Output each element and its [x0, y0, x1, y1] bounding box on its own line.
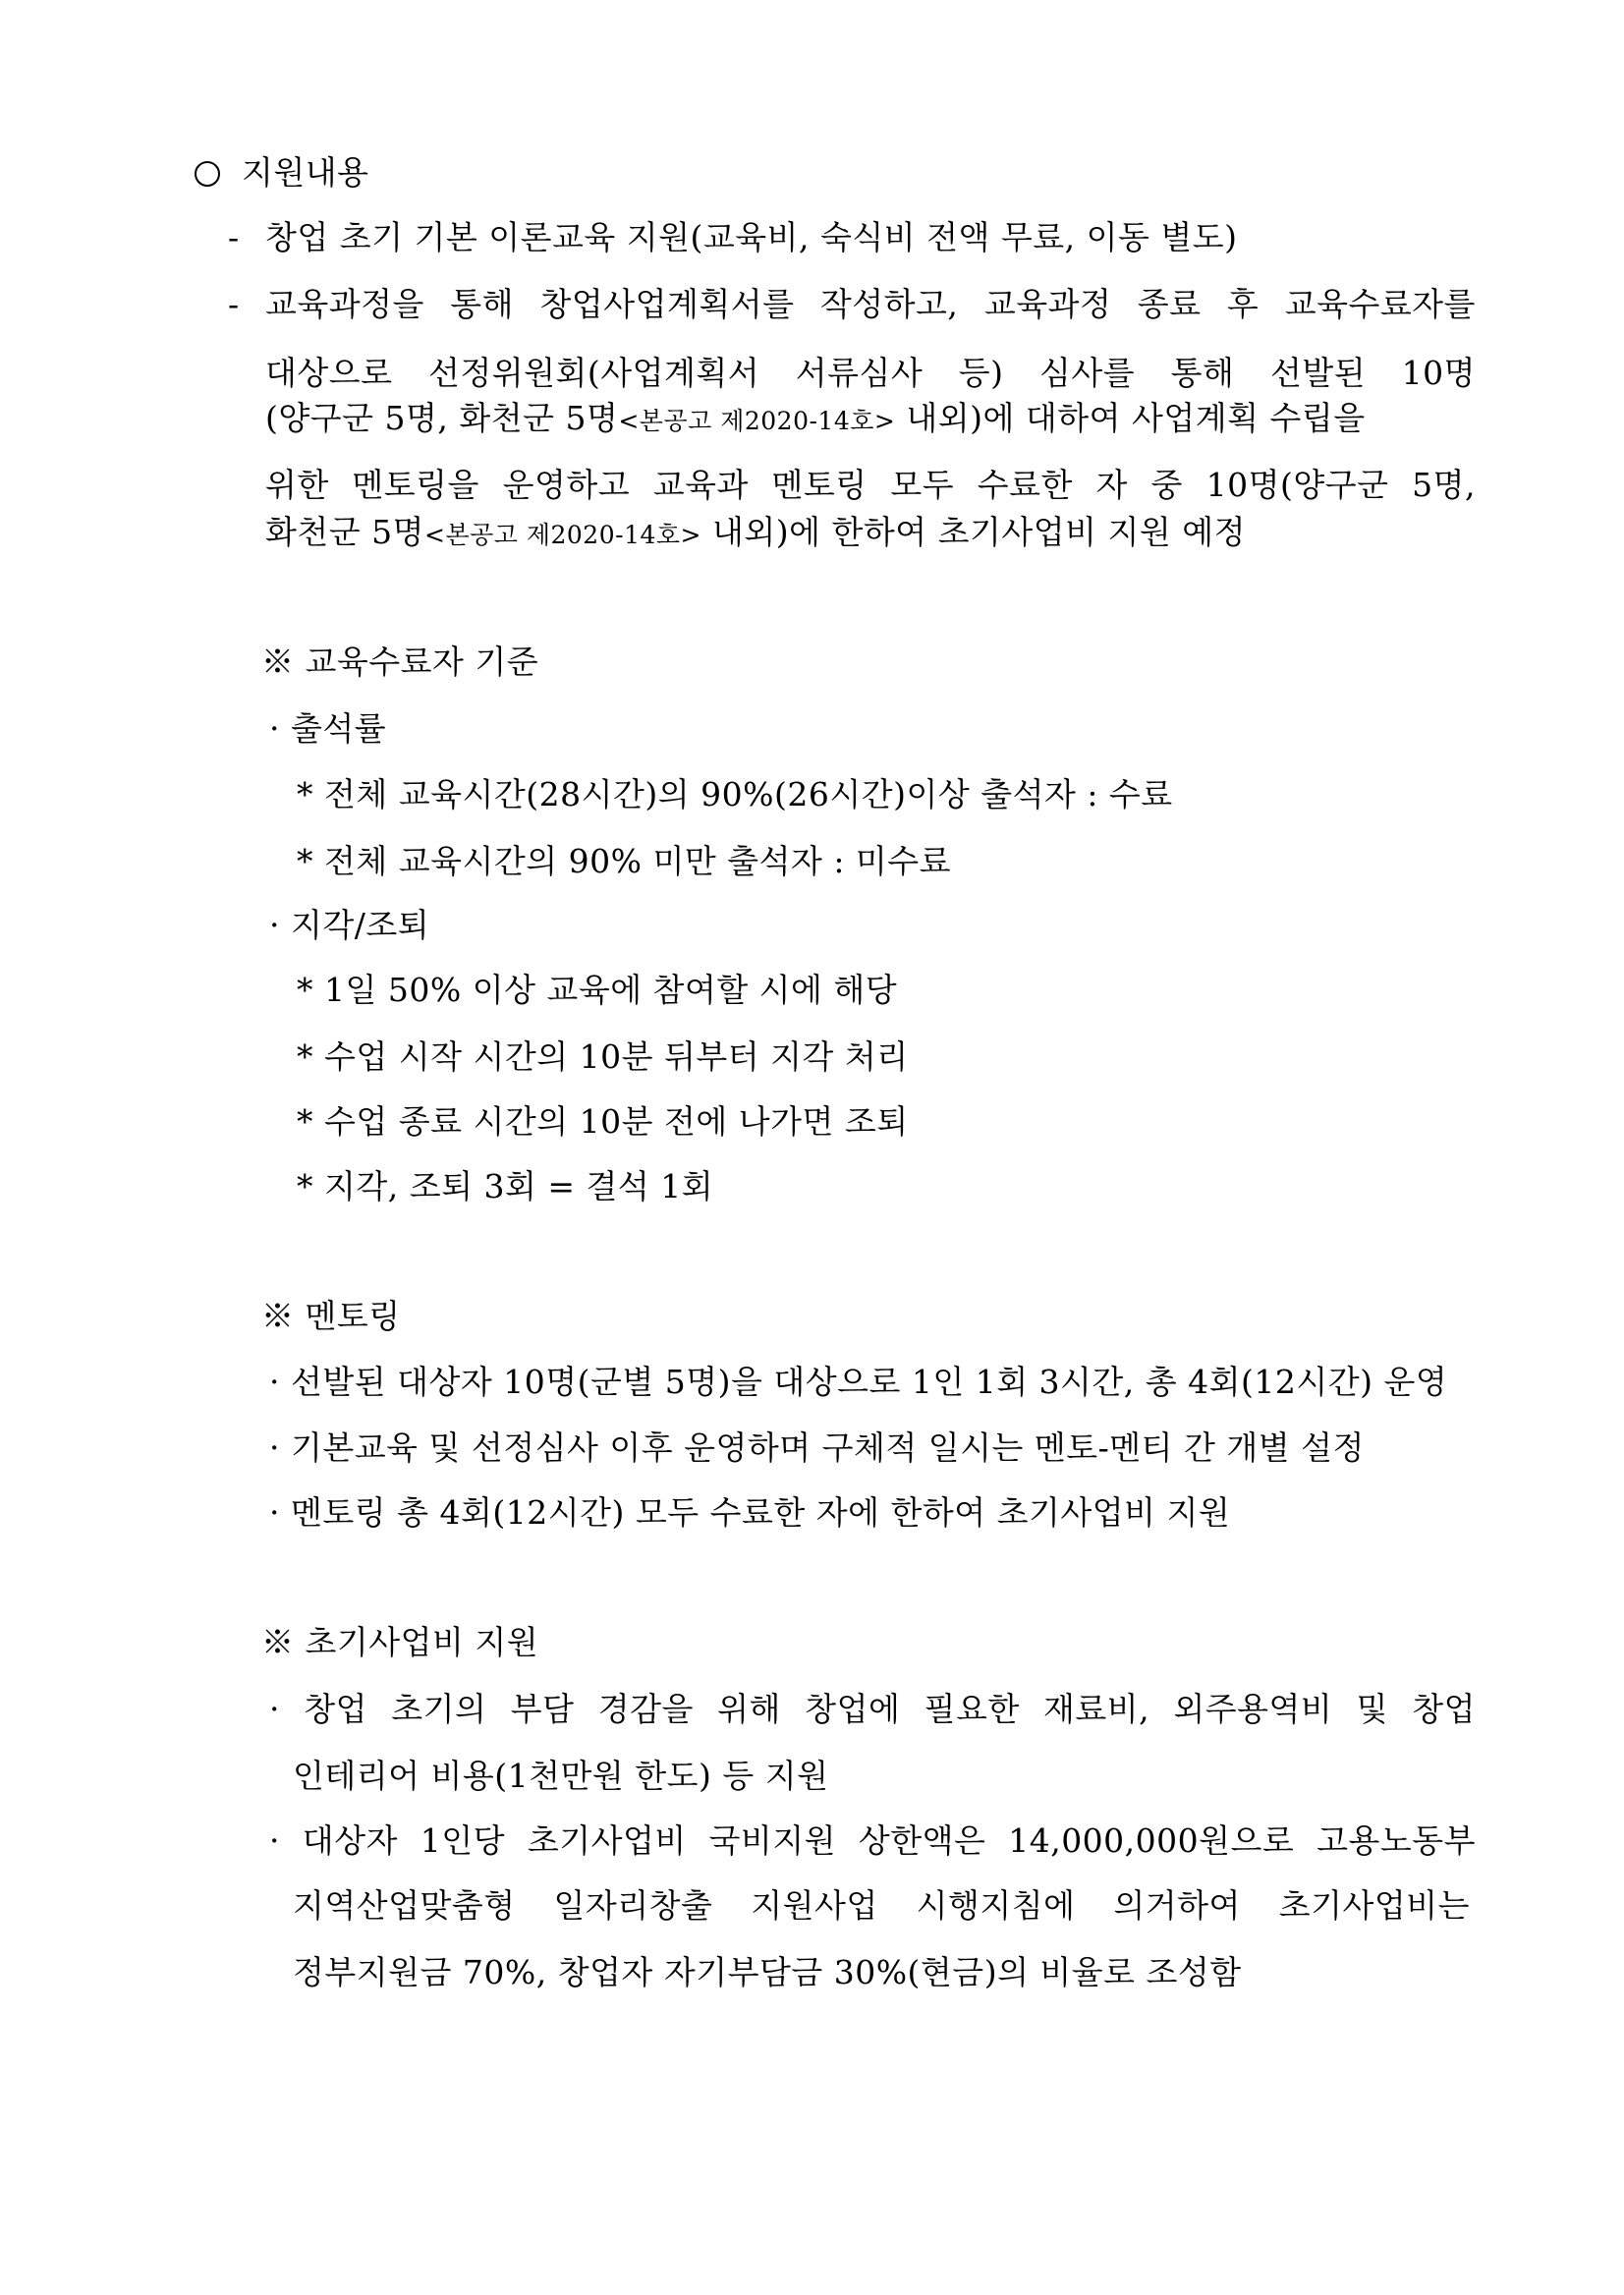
attendance-item: * 전체 교육시간의 90% 미만 출석자 : 미수료 — [297, 842, 952, 880]
list-item — [228, 283, 240, 326]
dash-marker: - — [228, 285, 240, 323]
mentoring-heading: ※ 멘토링 — [261, 1297, 401, 1335]
item-text-line: 교육과정을 통해 창업사업계획서를 작성하고, 교육과정 종료 후 교육수료자를 — [265, 285, 1476, 323]
mentoring-item: · 선발된 대상자 10명(군별 5명)을 대상으로 1인 1회 3시간, 총 4회(12시간) 운영 — [269, 1363, 1448, 1401]
list-item — [228, 216, 240, 259]
funding-item-line: 정부지원금 70%, 창업자 자기부담금 30%(현금)의 비율로 조성함 — [293, 1953, 1242, 1991]
tardy-item: * 지각, 조퇴 3회 = 결석 1회 — [297, 1167, 714, 1205]
text-span: 내외)에 한하여 초기사업비 지원 예정 — [700, 513, 1246, 551]
section-title: 지원내용 — [242, 153, 369, 192]
funding-item-line: · 대상자 1인당 초기사업비 국비지원 상한액은 14,000,000원으로 고용노동부 — [269, 1821, 1476, 1860]
item-text-line: 대상으로 선정위원회(사업계획서 서류심사 등) 심사를 통해 선발된 10명 — [265, 354, 1476, 392]
mentoring-item: · 멘토링 총 4회(12시간) 모두 수료한 자에 한하여 초기사업비 지원 — [269, 1493, 1231, 1532]
text-span: (양구군 5명, 화천군 5명 — [265, 399, 619, 437]
mentoring-item: · 기본교육 및 선정심사 이후 운영하며 구체적 일시는 멘토-멘티 간 개별 설정 — [269, 1428, 1365, 1467]
attendance-item: * 전체 교육시간(28시간)의 90%(26시간)이상 출석자 : 수료 — [297, 775, 1173, 813]
dash-marker: - — [228, 218, 240, 256]
notice-reference: <본공고 제2020-14호> — [618, 407, 896, 435]
tardy-item: * 수업 종료 시간의 10분 전에 나가면 조퇴 — [297, 1102, 909, 1141]
completion-criteria-heading: ※ 교육수료자 기준 — [261, 643, 539, 681]
section-heading — [195, 151, 369, 195]
text-span: 내외)에 대하여 사업계획 수립을 — [895, 399, 1366, 437]
tardy-item: * 수업 시작 시간의 10분 뒤부터 지각 처리 — [297, 1037, 909, 1076]
funding-heading: ※ 초기사업비 지원 — [261, 1623, 539, 1661]
item-text-line: 위한 멘토링을 운영하고 교육과 멘토링 모두 수료한 자 중 10명(양구군 5명, — [265, 466, 1476, 504]
tardy-title: · 지각/조퇴 — [269, 906, 430, 944]
text-span: 화천군 5명 — [265, 513, 424, 551]
funding-item-line: · 창업 초기의 부담 경감을 위해 창업에 필요한 재료비, 외주용역비 및 창업 — [269, 1690, 1476, 1728]
attendance-title: · 출석률 — [269, 709, 387, 748]
notice-reference: <본공고 제2020-14호> — [424, 521, 701, 549]
circle-bullet-icon — [195, 161, 220, 187]
funding-item-line: 지역산업맞춤형 일자리창출 지원사업 시행지침에 의거하여 초기사업비는 — [293, 1886, 1470, 1925]
item-text-line — [265, 397, 1476, 443]
tardy-item: * 1일 50% 이상 교육에 참여할 시에 해당 — [297, 971, 898, 1009]
item-text-line — [265, 511, 1246, 557]
item-text: 창업 초기 기본 이론교육 지원(교육비, 숙식비 전액 무료, 이동 별도) — [265, 218, 1238, 256]
funding-item-line: 인테리어 비용(1천만원 한도) 등 지원 — [293, 1757, 829, 1795]
